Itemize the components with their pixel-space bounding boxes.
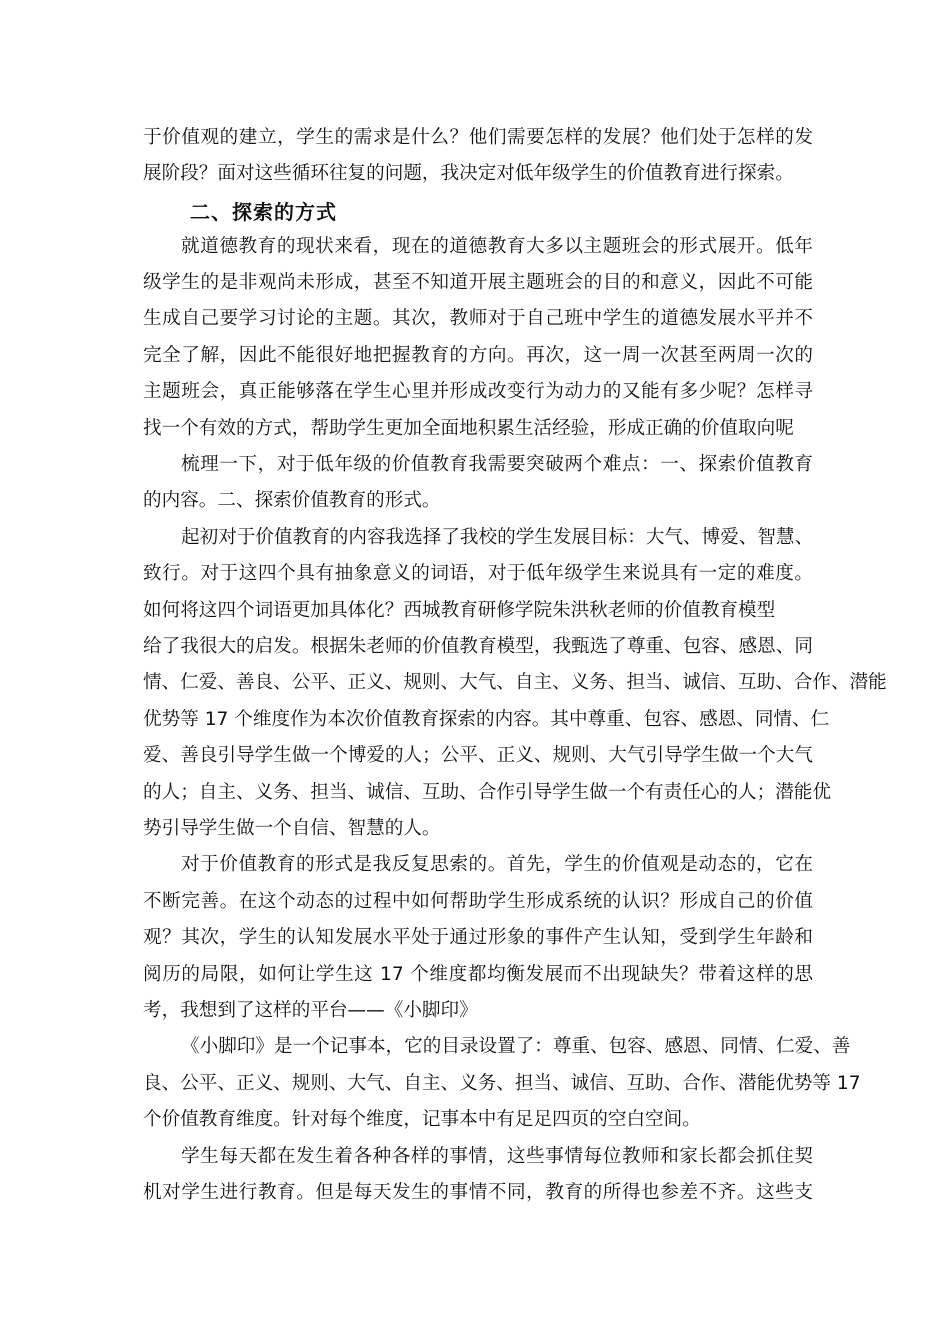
text-line: 不断完善。在这个动态的过程中如何帮助学生形成系统的认识？形成自己的价值 [143,891,813,912]
text-line: 阅历的局限，如何让学生这 17 个维度都均衡发展而不出现缺失？带着这样的思 [143,964,813,985]
text-line: 致行。对于这四个具有抽象意义的词语，对于低年级学生来说具有一定的难度。 [143,563,813,584]
text-line: 观？其次，学生的认知发展水平处于通过形象的事件产生认知，受到学生年龄和 [143,927,813,948]
text-line: 找一个有效的方式，帮助学生更加全面地积累生活经验，形成正确的价值取向呢 [143,418,794,439]
text-line: 爱、善良引导学生做一个博爱的人；公平、正义、规则、大气引导学生做一个大气 [143,745,813,766]
text-line: 优势等 17 个维度作为本次价值教育探索的内容。其中尊重、包容、感恩、同情、仁 [143,709,830,730]
text-line: 生成自己要学习讨论的主题。其次，教师对于自己班中学生的道德发展水平并不 [143,308,813,329]
text-line: 情、仁爱、善良、公平、正义、规则、大气、自主、义务、担当、诚信、互助、合作、潜能 [143,672,887,693]
text-line: 起初对于价值教育的内容我选择了我校的学生发展目标：大气、博爱、智慧、 [181,527,814,548]
text-line: 《小脚印》是一个记事本，它的目录设置了：尊重、包容、感恩、同情、仁爱、善 [181,1036,851,1057]
text-line: 完全了解，因此不能很好地把握教育的方向。再次，这一周一次甚至两周一次的 [143,345,813,366]
text-line: 机对学生进行教育。但是每天发生的事情不同，教育的所得也参差不齐。这些支 [143,1182,813,1203]
text-line: 对于价值教育的形式是我反复思索的。首先，学生的价值观是动态的，它在 [181,854,813,875]
text-line: 势引导学生做一个自信、智慧的人。 [143,818,441,839]
text-line: 个价值教育维度。针对每个维度，记事本中有足足四页的空白空间。 [143,1109,701,1130]
text-line: 良、公平、正义、规则、大气、自主、义务、担当、诚信、互助、合作、潜能优势等 17 [143,1073,861,1094]
text-line: 主题班会，真正能够落在学生心里并形成改变行为动力的又能有多少呢？怎样寻 [143,381,813,402]
text-line: 如何将这四个词语更加具体化？西城教育研修学院朱洪秋老师的价值教育模型 [143,600,776,621]
text-line: 的人；自主、义务、担当、诚信、互助、合作引导学生做一个有责任心的人；潜能优 [143,782,831,803]
text-line: 的内容。二、探索价值教育的形式。 [143,490,441,511]
text-line: 就道德教育的现状来看，现在的道德教育大多以主题班会的形式展开。低年 [181,236,813,257]
text-line: 于价值观的建立，学生的需求是什么？他们需要怎样的发展？他们处于怎样的发 [143,127,813,148]
text-line: 级学生的是非观尚未形成，甚至不知道开展主题班会的目的和意义，因此不可能 [143,272,813,293]
text-line: 梳理一下，对于低年级的价值教育我需要突破两个难点：一、探索价值教育 [181,454,813,475]
section-heading: 二、探索的方式 [190,200,337,224]
text-line: 给了我很大的启发。根据朱老师的价值教育模型，我甄选了尊重、包容、感恩、同 [143,636,813,657]
text-line: 考，我想到了这样的平台——《小脚印》 [143,1000,478,1021]
text-line: 学生每天都在发生着各种各样的事情，这些事情每位教师和家长都会抓住契 [181,1146,813,1167]
text-line: 展阶段？面对这些循环往复的问题，我决定对低年级学生的价值教育进行探索。 [143,163,794,184]
